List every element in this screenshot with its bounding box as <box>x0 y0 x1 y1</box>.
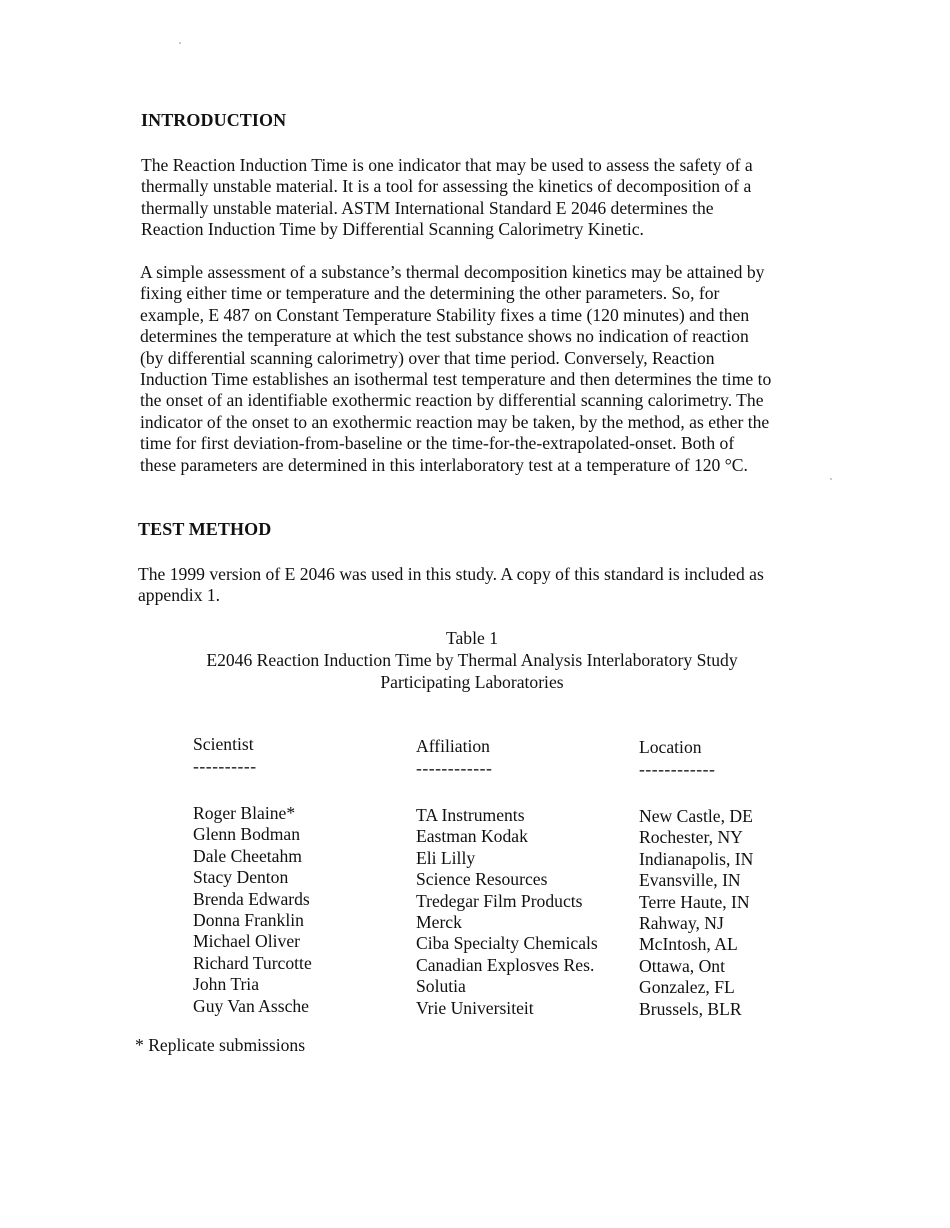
text-line: appendix 1. <box>138 585 221 606</box>
scientist-cell: Richard Turcotte <box>193 952 312 973</box>
text-line: The Reaction Induction Time is one indicator that may be used to assess the safety of a <box>141 155 753 175</box>
affiliation-cell: TA Instruments <box>416 805 525 825</box>
scientist-cell: Glenn Bodman <box>193 824 301 845</box>
text-line: (by differential scanning calorimetry) over that time period. Conversely, Reaction <box>140 347 715 368</box>
affiliation-cell: Solutia <box>416 976 466 997</box>
location-cell: Rochester, NY <box>639 827 743 848</box>
affiliation-cell: Vrie Universiteit <box>416 997 534 1018</box>
scientist-cell: John Tria <box>193 974 260 995</box>
scientist-rule: ---------- <box>193 756 257 776</box>
text-line: thermally unstable material. It is a tool for assessing the kinetics of decomposition of a <box>141 176 752 197</box>
location-cell: Terre Haute, IN <box>639 891 750 912</box>
text-line: these parameters are determined in this interlaboratory test at a temperature of 120 °C. <box>140 454 748 475</box>
scientist-cell: Guy Van Assche <box>193 995 309 1016</box>
location-cell: Brussels, BLR <box>639 998 742 1019</box>
text-line: thermally unstable material. ASTM International Standard E 2046 determines the <box>141 197 714 218</box>
scientist-cell: Dale Cheetahm <box>193 845 302 866</box>
table-footnote: * Replicate submissions <box>135 1035 306 1055</box>
location-header: Location <box>639 737 702 757</box>
text-line: A simple assessment of a substance’s thermal decomposition kinetics may be attained by <box>140 262 765 282</box>
scientist-cell: Stacy Denton <box>193 867 289 888</box>
affiliation-cell: Science Resources <box>416 869 548 890</box>
text-line: Induction Time establishes an isothermal test temperature and then determines the time to <box>140 369 772 390</box>
scan-speck <box>830 478 832 480</box>
table-subtitle: Participating Laboratories <box>380 672 564 692</box>
table-caption-block <box>122 627 822 693</box>
text-line: Reaction Induction Time by Differential Scanning Calorimetry Kinetic. <box>141 219 644 240</box>
test-method-heading: TEST METHOD <box>138 519 272 539</box>
location-cell: New Castle, DE <box>639 806 753 826</box>
text-line: time for first deviation-from-baseline or the time-for-the-extrapolated-onset. Both of <box>140 433 735 454</box>
location-cell: Gonzalez, FL <box>639 977 735 998</box>
introduction-heading: INTRODUCTION <box>141 110 287 130</box>
location-rule: ------------ <box>639 759 716 779</box>
scientist-cell: Michael Oliver <box>193 931 300 952</box>
text-line: determines the temperature at which the test substance shows no indication of reaction <box>140 326 749 347</box>
scientist-cell: Brenda Edwards <box>193 888 310 909</box>
introduction-paragraph-2 <box>140 262 860 476</box>
text-line: indicator of the onset to an exothermic reaction may be taken, by the method, as ether the <box>140 411 770 432</box>
affiliation-cell: Eastman Kodak <box>416 826 528 847</box>
scientist-column <box>193 734 403 1017</box>
location-cell: Indianapolis, IN <box>639 848 754 869</box>
affiliation-rule: ------------ <box>416 758 493 778</box>
text-line: the onset of an identifiable exothermic reaction by differential scanning calorimetry. The <box>140 390 764 411</box>
location-cell: Rahway, NJ <box>639 912 724 933</box>
test-method-paragraph <box>138 564 858 607</box>
affiliation-cell: Canadian Explosves Res. <box>416 954 595 975</box>
scientist-header: Scientist <box>193 734 254 754</box>
scientist-cell: Donna Franklin <box>193 909 304 930</box>
location-column <box>639 737 839 1020</box>
table-title: E2046 Reaction Induction Time by Thermal Analysis Interlaboratory Study <box>206 650 738 670</box>
affiliation-column <box>416 736 631 1019</box>
affiliation-cell: Ciba Specialty Chemicals <box>416 933 598 954</box>
scan-speck <box>179 42 181 44</box>
scientist-cell: Roger Blaine* <box>193 803 296 823</box>
affiliation-cell: Tredegar Film Products <box>416 890 583 911</box>
table-caption: Table 1 <box>445 628 499 648</box>
introduction-paragraph-1 <box>141 155 861 241</box>
affiliation-header: Affiliation <box>416 736 490 756</box>
location-cell: McIntosh, AL <box>639 934 738 955</box>
text-line: The 1999 version of E 2046 was used in this study. A copy of this standard is included as <box>138 564 764 584</box>
location-cell: Ottawa, Ont <box>639 955 725 976</box>
location-cell: Evansville, IN <box>639 870 741 891</box>
affiliation-cell: Merck <box>416 911 462 932</box>
text-line: fixing either time or temperature and the determining the other parameters. So, for <box>140 283 720 304</box>
affiliation-cell: Eli Lilly <box>416 847 476 868</box>
text-line: example, E 487 on Constant Temperature Stability fixes a time (120 minutes) and then <box>140 304 750 325</box>
